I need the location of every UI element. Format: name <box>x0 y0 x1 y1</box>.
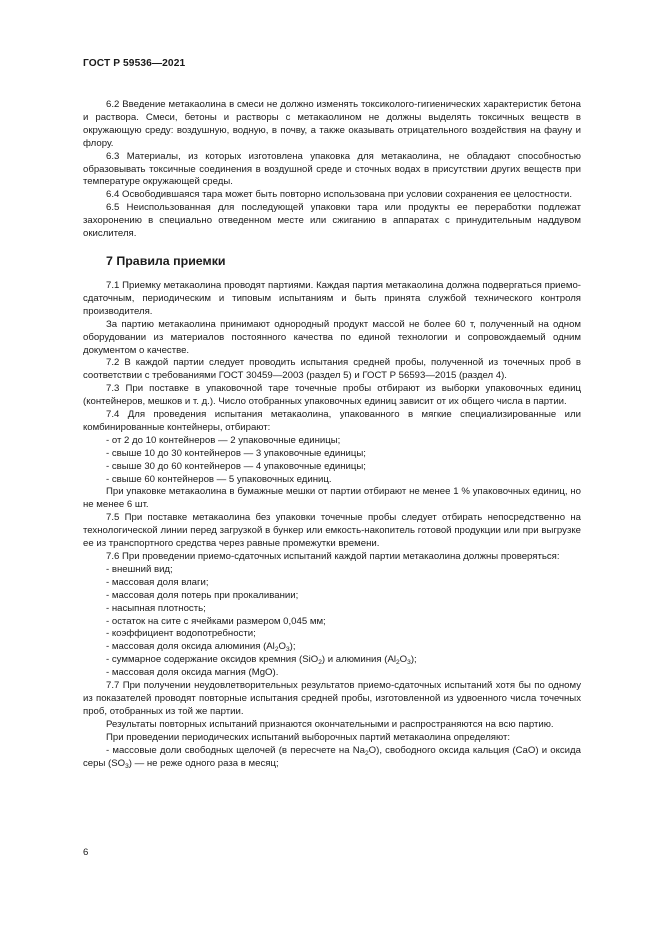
oxide-sum-subscript: 2 <box>396 659 400 667</box>
paragraph-7-4-bags: При упаковке метакаолина в бумажные мешки от партии отбирают не менее 1 % упаковочных единиц, но не менее 6 шт. <box>83 486 581 511</box>
list-item-7-6: - коэффициент водопотребности; <box>106 628 256 640</box>
alkali-subscript: 3 <box>125 762 129 770</box>
page-number: 6 <box>83 847 89 858</box>
paragraph-6-4: 6.4 Освободившаяся тара может быть повторно использована при условии сохранения ее целостности. <box>106 189 572 201</box>
alumina-text: - массовая доля оксида алюминия (Al <box>106 641 275 653</box>
paragraph-6-5: 6.5 Неиспользованная для последующей упаковки тара или продукты ее переработки подлежат захоронению в специально отведенном месте или сжиганию в аппаратах с принудительным наддувом окислителя. <box>83 202 581 240</box>
alumina-subscript: 3 <box>285 646 290 654</box>
paragraph-7-4: 7.4 Для проведения испытания метакаолина, упакованного в мягкие специализированные или комбинированные контейнеры, отбирают: <box>83 409 581 433</box>
alkali-subscript: 2 <box>364 749 369 757</box>
page-body <box>83 99 581 770</box>
document-code-header: ГОСТ Р 59536—2021 <box>83 58 186 69</box>
paragraph-6-3: 6.3 Материалы, из которых изготовлена упаковка для метакаолина, не обладают способностью образовывать токсичные соединения в воздушной среде и сточных водах в присутствии других веществ при температуре окружающей среды. <box>83 150 581 188</box>
paragraph-7-7: 7.7 При получении неудовлетворительных результатов приемо-сдаточных испытаний хотя бы по одному из показателей проводят повторные испытания средней пробы, изготовленной из удвоенного числа точечных проб, отобранных из той же партии. <box>83 680 581 717</box>
paragraph-7-7-repeat: Результаты повторных испытаний признаются окончательными и распространяются на всю партию. <box>106 718 554 730</box>
alumina-text: O <box>278 641 286 653</box>
oxide-sum-subscript: 2 <box>318 659 322 667</box>
paragraph-7-5: 7.5 При поставке метакаолина без упаковки точечные пробы следует отбирать непосредственно на технологической линии перед загрузкой в бункер или емкость-накопитель готовой продукции или при выгрузке ее из транспортного средства через равные промежутки времени. <box>83 512 581 550</box>
paragraph-7-1: 7.1 Приемку метакаолина проводят партиями. Каждая партия метакаолина должна подвергаться приемо-сдаточным, периодическим и типовым испытаниям и быть принята службой технического контроля производителя. <box>83 279 581 317</box>
paragraph-7-1-lot: За партию метакаолина принимают однородный продукт массой не более 60 т, полученный на одном оборудовании из материалов постоянного качества по единой технологии и сопровождаемый одним документом о качестве. <box>83 318 581 356</box>
oxide-sum-text: ) и алюминия (Al <box>321 654 396 666</box>
list-item-7-6: - массовая доля влаги; <box>106 576 209 588</box>
list-item-alumina <box>83 641 581 654</box>
list-item-7-4: - свыше 60 контейнеров — 5 упаковочных единиц. <box>106 473 332 485</box>
oxide-sum-text: ); <box>410 654 417 666</box>
paragraph-7-2: 7.2 В каждой партии следует проводить испытания средней пробы, полученной из точечных проб в соответствии с требованиями ГОСТ 30459—2003 (раздел 5) и ГОСТ Р 56593—2015 (раздел 4). <box>83 357 581 382</box>
alkali-text: O), свободного оксида кальция (CaO) и оксида серы (SO <box>83 744 581 769</box>
alkali-text: - массовые доли свободных щелочей (в пересчете на Na <box>106 744 365 756</box>
oxide-sum-text: O <box>399 654 408 666</box>
oxide-sum-text: - суммарное содержание оксидов кремния (SiO <box>106 654 319 666</box>
list-item-7-4: - свыше 30 до 60 контейнеров — 4 упаковочные единицы; <box>106 460 366 472</box>
paragraph-7-6: 7.6 При проведении приемо-сдаточных испытаний каждой партии метакаолина должны проверяться: <box>106 551 560 562</box>
alumina-text: ); <box>289 641 296 653</box>
alkali-text: ) — не реже одного раза в месяц; <box>128 757 279 769</box>
list-item-alkali <box>83 745 581 771</box>
paragraph-7-3: 7.3 При поставке в упаковочной таре точечные пробы отбирают из выборки упаковочных единиц (контейнеров, мешков и т. д.). Число отобранных упаковочных единиц зависит от их общего числа в партии. <box>83 383 581 408</box>
paragraph-6-2: 6.2 Введение метакаолина в смеси не должно изменять токсиколого-гигиенических характеристик бетона и раствора. Смеси, бетоны и растворы с метакаолином не должны выделять токсичных веществ в окружающую среду: воздушную, водную, в почву, а также оказывать отрицательного воздействия на фауну и флору. <box>83 99 581 149</box>
list-item-mgo: - массовая доля оксида магния (MgO). <box>106 667 279 679</box>
list-item-7-4: - от 2 до 10 контейнеров — 2 упаковочные единицы; <box>106 434 341 446</box>
section-7-heading: 7 Правила приемки <box>106 253 226 268</box>
list-item-7-6: - внешний вид; <box>106 563 173 575</box>
oxide-sum-subscript: 3 <box>407 659 411 667</box>
list-item-silica-alumina <box>83 654 581 667</box>
list-item-7-6: - остаток на сите с ячейками размером 0,045 мм; <box>106 615 326 627</box>
list-item-7-6: - насыпная плотность; <box>106 602 206 614</box>
alumina-subscript: 2 <box>274 646 279 654</box>
paragraph-7-7-periodic: При проведении периодических испытаний выборочных партий метакаолина определяют: <box>106 731 511 743</box>
list-item-7-4: - свыше 10 до 30 контейнеров — 3 упаковочные единицы; <box>106 447 366 459</box>
list-item-7-6: - массовая доля потерь при прокаливании; <box>106 589 299 601</box>
